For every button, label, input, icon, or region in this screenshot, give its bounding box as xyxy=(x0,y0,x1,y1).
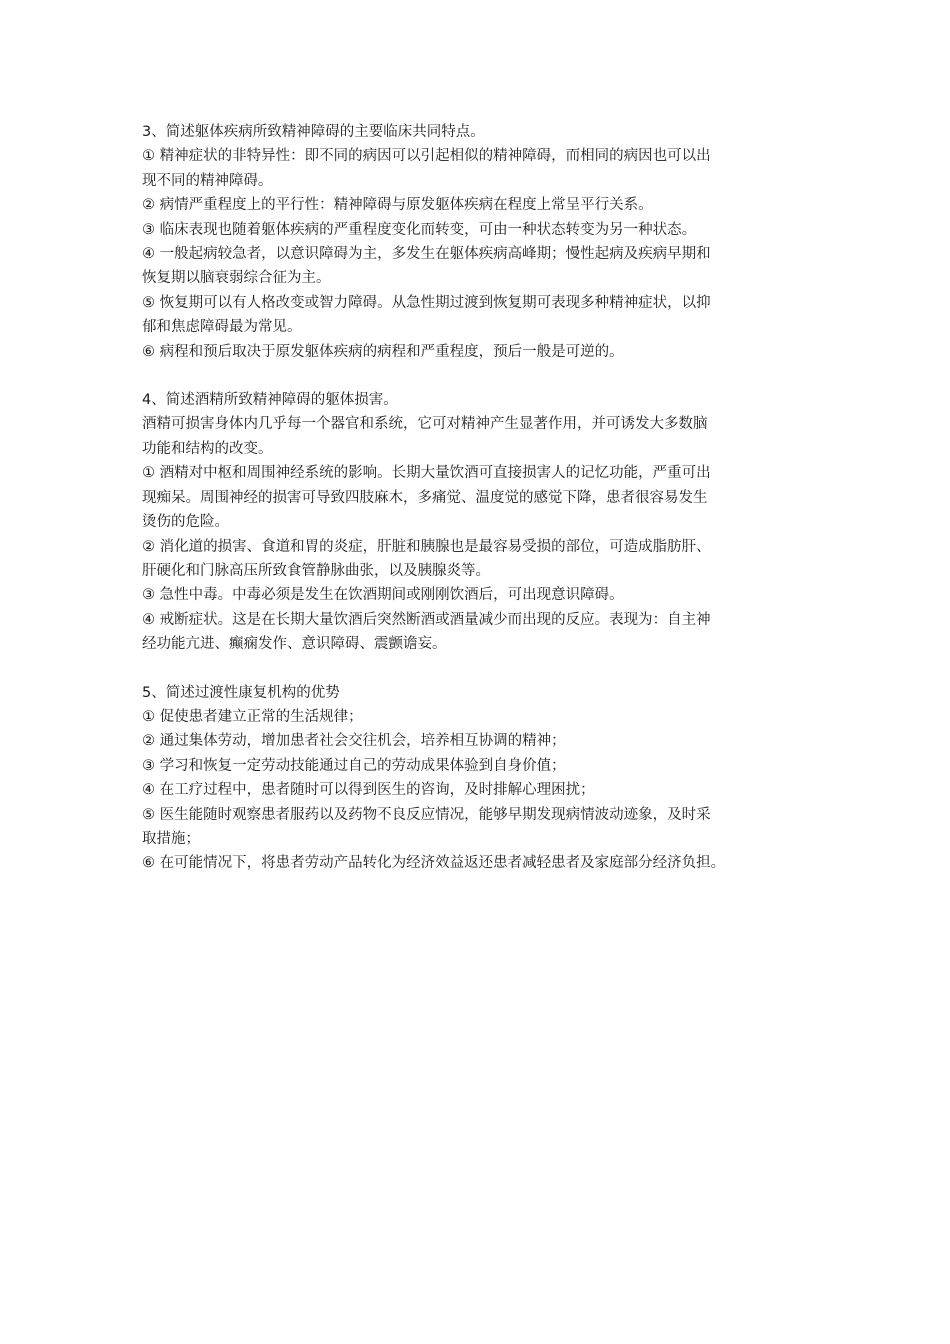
text-line: 现痴呆。周围神经的损害可导致四肢麻木，多痛觉、温度觉的感觉下降，患者很容易发生 xyxy=(142,489,708,506)
section-4-alcohol-damage xyxy=(142,388,832,656)
text-line: ⑤ 医生能随时观察患者服药以及药物不良反应情况，能够早期发现病情波动迹象，及时采 xyxy=(142,806,711,823)
text-line: 肝硬化和门脉高压所致食管静脉曲张，以及胰腺炎等。 xyxy=(142,562,490,579)
text-line: ② 病情严重程度上的平行性：精神障碍与原发躯体疾病在程度上常呈平行关系。 xyxy=(142,197,653,214)
text-line: 烫伤的危险。 xyxy=(142,514,229,531)
document-page xyxy=(142,120,832,900)
text-line: ① 精神症状的非特异性：即不同的病因可以引起相似的精神障碍，而相同的病因也可以出 xyxy=(142,148,711,165)
text-line: 酒精可损害身体内几乎每一个器官和系统，它可对精神产生显著作用，并可诱发大多数脑 xyxy=(142,416,708,433)
text-line: ③ 学习和恢复一定劳动技能通过自己的劳动成果体验到自身价值； xyxy=(142,757,566,774)
text-line: 郁和焦虑障碍最为常见。 xyxy=(142,319,302,336)
text-line: ④ 一般起病较急者，以意识障碍为主，多发生在躯体疾病高峰期；慢性起病及疾病早期和 xyxy=(142,246,711,263)
text-line: ① 酒精对中枢和周围神经系统的影响。长期大量饮酒可直接损害人的记忆功能，严重可出 xyxy=(142,465,711,482)
text-line: ④ 戒断症状。这是在长期大量饮酒后突然断酒或酒量减少而出现的反应。表现为：自主神 xyxy=(142,611,711,628)
text-line: 恢复期以脑衰弱综合征为主。 xyxy=(142,270,331,287)
text-line: ③ 临床表现也随着躯体疾病的严重程度变化而转变，可由一种状态转变为另一种状态。 xyxy=(142,221,697,238)
text-line: ② 消化道的损害、食道和胃的炎症，肝脏和胰腺也是最容易受损的部位，可造成脂肪肝、 xyxy=(142,538,711,555)
text-line: ⑤ 恢复期可以有人格改变或智力障碍。从急性期过渡到恢复期可表现多种精神症状，以抑 xyxy=(142,294,711,311)
section-5-transitional-rehab xyxy=(142,681,832,876)
text-line: 取措施； xyxy=(142,830,200,847)
section-3-clinical-features xyxy=(142,120,832,364)
text-line: ⑥ 在可能情况下，将患者劳动产品转化为经济效益返还患者减轻患者及家庭部分经济负担。 xyxy=(142,855,726,872)
section-heading: 5、简述过渡性康复机构的优势 xyxy=(142,684,340,701)
text-line: 经功能亢进、癫痫发作、意识障碍、震颤谵妄。 xyxy=(142,636,447,653)
text-line: 功能和结构的改变。 xyxy=(142,440,273,457)
section-heading: 3、简述躯体疾病所致精神障碍的主要临床共同特点。 xyxy=(142,124,485,140)
section-heading: 4、简述酒精所致精神障碍的躯体损害。 xyxy=(142,392,398,409)
text-line: ③ 急性中毒。中毒必须是发生在饮酒期间或刚刚饮酒后，可出现意识障碍。 xyxy=(142,587,624,604)
text-line: ② 通过集体劳动，增加患者社会交往机会，培养相互协调的精神； xyxy=(142,733,566,750)
text-line: ④ 在工疗过程中，患者随时可以得到医生的咨询，及时排解心理困扰； xyxy=(142,782,595,799)
text-line: 现不同的精神障碍。 xyxy=(142,172,273,189)
text-line: ① 促使患者建立正常的生活规律； xyxy=(142,708,363,725)
text-line: ⑥ 病程和预后取决于原发躯体疾病的病程和严重程度，预后一般是可逆的。 xyxy=(142,343,624,360)
